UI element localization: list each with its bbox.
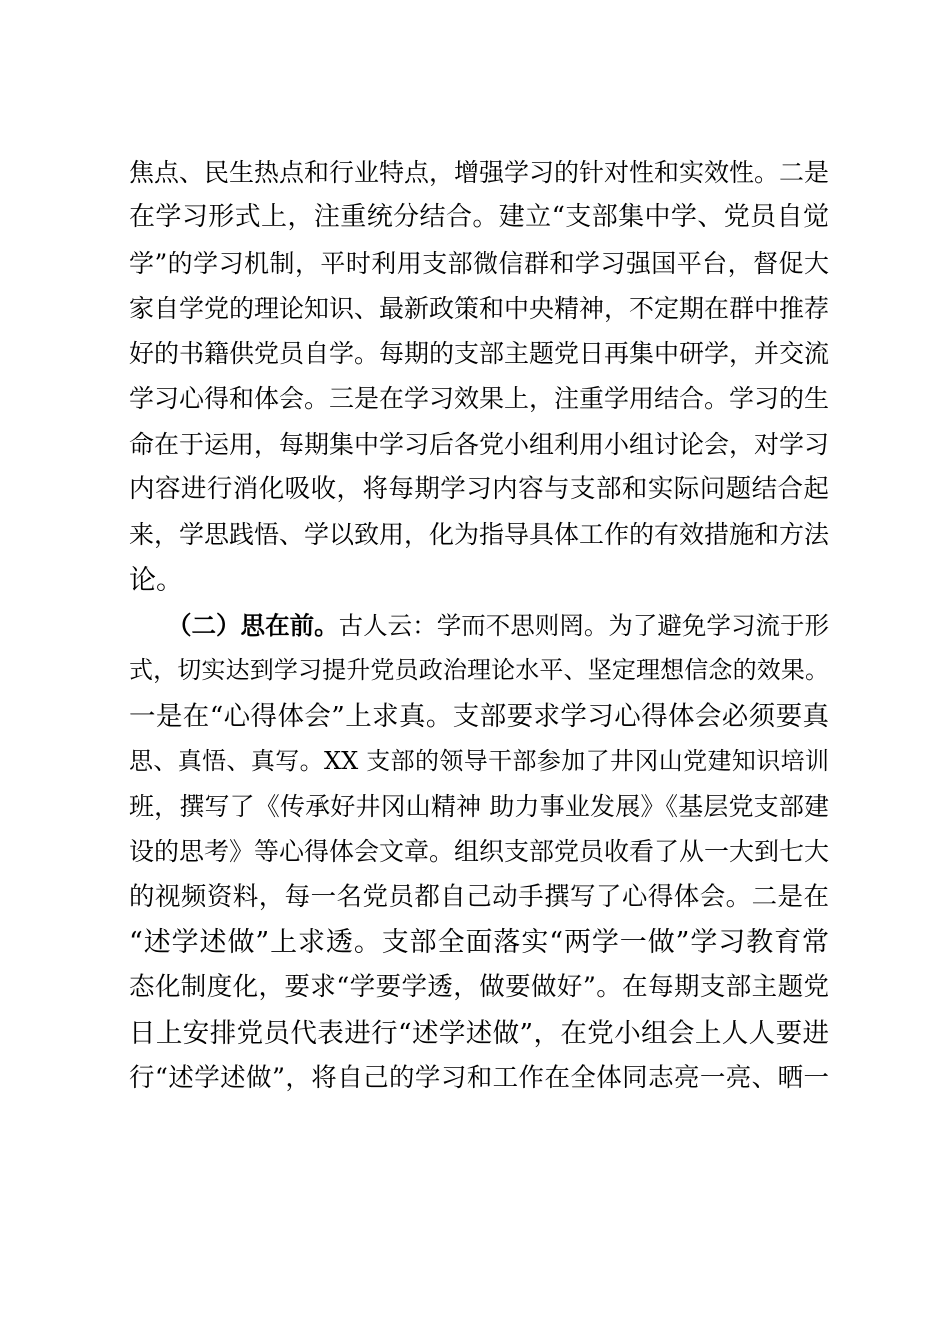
text-line: 日上安排党员代表进行“述学述做”，在党小组会上人人要进 [129, 1017, 829, 1049]
text-line: 焦点、民生热点和行业特点，增强学习的针对性和实效性。二是 [129, 158, 830, 187]
text-line: 思、真悟、真写。XX 支部的领导干部参加了井冈山党建知识培训 [129, 746, 829, 775]
text-line: 好的书籍供党员自学。每期的支部主题党日再集中研学，并交流 [129, 339, 830, 369]
text-line: 班，撰写了《传承好井冈山精神 助力事业发展》《基层党支部建 [129, 792, 829, 822]
text-line: 家自学党的理论知识、最新政策和中央精神，不定期在群中推荐 [129, 293, 830, 323]
text-line: 行“述学述做”，将自己的学习和工作在全体同志亮一亮、晒一 [129, 1062, 829, 1093]
text-line: “述学述做”上求透。支部全面落实“两学一做”学习教育常 [129, 927, 829, 959]
text-line: 论。 [129, 564, 183, 596]
text-line: 命在于运用，每期集中学习后各党小组利用小组讨论会，对学习 [129, 429, 830, 459]
body-text [129, 150, 829, 1101]
text-line: 式，切实达到学习提升党员政治理论水平、坚定理想信念的效果。 [129, 656, 829, 685]
section-heading: （二）思在前。 [167, 610, 339, 640]
text-line: 态化制度化，要求“学要学透，做要做好”。在每期支部主题党 [129, 972, 829, 1003]
text-line: 内容进行消化吸收，将每期学习内容与支部和实际问题结合起 [129, 474, 829, 505]
text-run: 古人云：学而不思则罔。为了避免学习流于形 [338, 610, 830, 640]
text-line: 在学习形式上，注重统分结合。建立“支部集中学、党员自觉 [129, 202, 829, 233]
paragraph-first-line [129, 603, 829, 648]
text-line: 学习心得和体会。三是在学习效果上，注重学用结合。学习的生 [129, 384, 830, 414]
text-line: 一是在“心得体会”上求真。支部要求学习心得体会必须要真 [129, 700, 829, 732]
text-line: 来，学思践悟、学以致用，化为指导具体工作的有效措施和方法 [129, 520, 830, 550]
text-line: 学”的学习机制，平时利用支部微信群和学习强国平台，督促大 [129, 248, 829, 278]
text-line: 设的思考》等心得体会文章。组织支部党员收看了从一大到七大 [129, 837, 830, 867]
text-line: 的视频资料，每一名党员都自己动手撰写了心得体会。二是在 [129, 881, 829, 912]
